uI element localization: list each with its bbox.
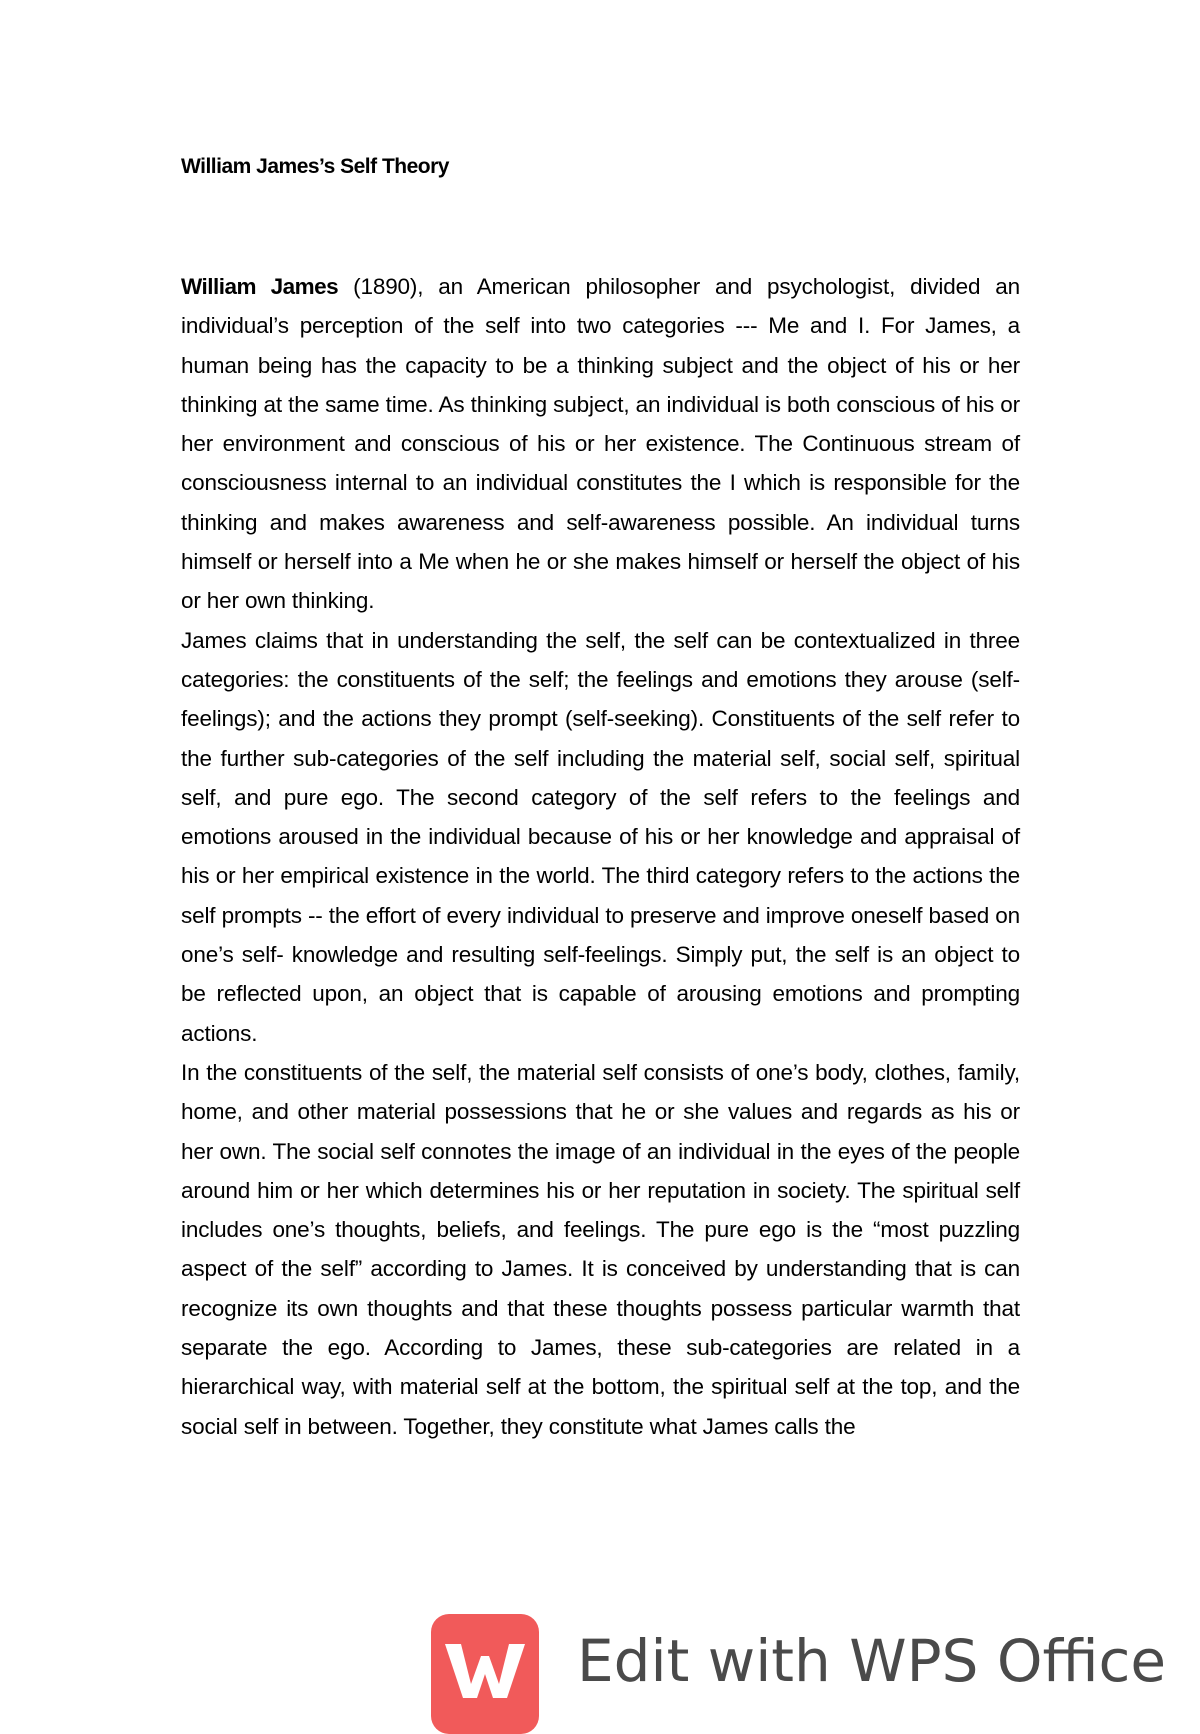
- author-name: William James: [181, 274, 339, 299]
- wps-watermark[interactable]: [431, 1614, 1167, 1697]
- document-title: William James’s Self Theory: [181, 155, 449, 178]
- paragraph-1-text: (1890), an American philosopher and psychologist, divided an individual’s perception of the self into two categories --- Me and I. For James, a human being has the capacity to be a thinking subject and the object of his or her thinking at the same time. As thinking subject, an individual is both conscious of his or her environment and conscious of his or her existence. The Continuous stream of consciousness internal to an individual constitutes the I which is responsible for the thinking and makes awareness and self-awareness possible. An individual turns himself or herself into a Me when he or she makes himself or herself the object of his or her own thinking.: [181, 274, 1020, 614]
- paragraph-2: James claims that in understanding the self, the self can be contextualized in three categories: the constituents of the self; the feelings and emotions they arouse (self-feelings); and the actions they prompt (self-seeking). Constituents of the self refer to the further sub-categories of the self including the material self, social self, spiritual self, and pure ego. The second category of the self refers to the feelings and emotions aroused in the individual because of his or her knowledge and appraisal of his or her empirical existence in the world. The third category refers to the actions the self prompts -- the effort of every individual to preserve and improve oneself based on one’s self- knowledge and resulting self-feelings. Simply put, the self is an object to be reflected upon, an object that is capable of arousing emotions and prompting actions.: [181, 627, 1020, 1046]
- wps-w-glyph-icon: [441, 1640, 529, 1700]
- paragraph-1: [181, 267, 1020, 621]
- paragraph-3: In the constituents of the self, the material self consists of one’s body, clothes, family, home, and other material possessions that he or she values and regards as his or her own. The social self connotes the image of an individual in the eyes of the people around him or her which determines his or her reputation in society. The spiritual self includes one’s thoughts, beliefs, and feelings. The pure ego is the “most puzzling aspect of the self” according to James. It is conceived by understanding that is can recognize its own thoughts and that these thoughts possess particular warmth that separate the ego. According to James, these sub-categories are related in a hierarchical way, with material self at the bottom, the spiritual self at the top, and the social self in between. Together, they constitute what James calls the: [181, 1059, 1020, 1439]
- wps-office-logo-icon: [431, 1614, 539, 1734]
- wps-watermark-label: Edit with WPS Office: [577, 1627, 1167, 1695]
- document-body: [181, 267, 1020, 1446]
